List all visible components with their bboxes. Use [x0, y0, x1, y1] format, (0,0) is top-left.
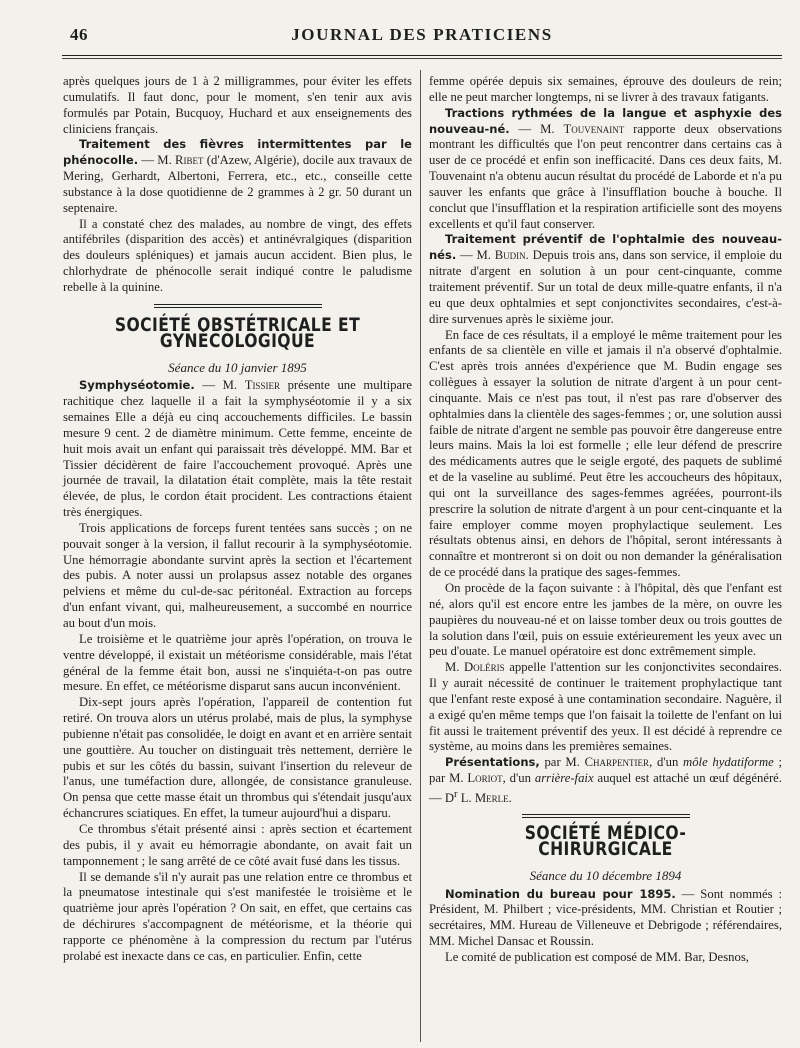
paragraph: après quelques jours de 1 à 2 milligrammes, pour éviter les effets cumulatifs. Il faut donc, pour le moment, s'en tenir aux avis formulés par Potain, Bucquoy, Huchard et aux enseignements des cliniciens français. [63, 74, 412, 136]
header-rule-thin [62, 58, 782, 59]
paragraph: On procède de la façon suivante : à l'hôpital, dès que l'enfant est né, alors qu'il est encore entre les jambes de la mère, on ouvre les paupières du nouveau-né et on laisse tomber deux ou trois gouttes de la solution dans l'œil, puis on essuie extérieurement les yeux avec un peu d'ouate. Le manuel opératoire est donc extrêmement simple. [429, 581, 782, 659]
seance-date: Séance du 10 janvier 1895 [168, 359, 307, 375]
run-in-heading: Tractions rythmées de la langue et asphyxie des nouveau-né. [429, 105, 782, 136]
column-divider [420, 70, 421, 1042]
superscript: r [454, 788, 458, 800]
italic-term: môle hydatiforme [683, 755, 774, 770]
section-heading: SOCIÉTÉ OBSTÉTRICALE ET GYNÉCOLOGIQUE [114, 313, 361, 352]
left-column [63, 74, 412, 965]
text-run: — M. [138, 153, 176, 168]
text-run: . [508, 791, 512, 806]
run-in-heading: Traitement des fièvres intermittentes par le phénocolle. [63, 137, 412, 168]
author-name: Charpentier [584, 755, 650, 770]
signature-name: Merle [474, 791, 509, 806]
text-run: présente une multipare rachitique chez laquelle il a fait la symphyséotomie il y a six semaines Elle a déjà eu cinq accouchements difficiles. Le bassin mesure 9 cent. 2 de diamètre minimum. Cette femme, enceinte de huit mois avait un enfant qui paraissait très développé. MM. Bar et Tissier décidèrent de faire l'accouchement provoqué. Après une journée de travail, la dilatation était complète, mais la tête restait élevée, de plus, le cordon était procident. Les contractions étaient très énergiques. [63, 378, 412, 520]
paragraph-bureau [429, 887, 782, 950]
text-run: , d'un [649, 755, 684, 770]
author-name: Tissier [244, 378, 280, 393]
paragraph: Ce thrombus s'était présenté ainsi : après section et écartement des pubis, il y avait eu hémorragie abondante, on avait fait un tamponnement ; le sang arrêté de ce côté avait fusé dans les tissus. [63, 821, 412, 868]
paragraph-ophtalmie [429, 232, 782, 327]
seance-date: Séance du 10 décembre 1894 [529, 867, 682, 883]
text-run: (d'Azew, Algérie), docile aux travaux de Mering, Gerhardt, Albertoni, Ferrera, etc., etc., conseille cette substance à la dose quotidienne de 2 grammes à 2 gr. 50 durant un septenaire. [63, 153, 412, 215]
text-run: — M. [509, 121, 564, 136]
paragraph-fevres [63, 137, 412, 216]
paragraph: Le comité de publication est composé de MM. Bar, Desnos, [445, 949, 749, 964]
run-in-heading: Symphyséotomie. [79, 378, 195, 393]
text-run: auquel est attaché un œuf dégénéré. — D [429, 771, 782, 806]
header-rule [62, 55, 782, 56]
paragraph-symphyseotomie [63, 378, 412, 521]
text-run: , d'un [502, 771, 535, 786]
paragraph-presentations [429, 755, 782, 807]
author-name: Loriot [467, 771, 503, 786]
page-header [62, 20, 782, 50]
text-run: — Sont nommés : Président, M. Philbert ; vice-présidents, MM. Christian et Routier ; secrétaires, MM. Hureau de Villeneuve et Debrigode ; référendaires, MM. Michel Dansac et Roussin. [429, 886, 782, 949]
author-name: Touvenaint [563, 121, 625, 136]
section-rule [154, 304, 322, 308]
italic-term: arrière-faix [534, 771, 594, 786]
journal-title: JOURNAL DES PRATICIENS [291, 25, 553, 44]
right-column [429, 74, 782, 966]
paragraph-doleris [429, 660, 782, 755]
text-run: rapporte deux observations montrant les difficultés que l'on peut rencontrer dans certains cas à user de ce procédé et enfin son inefficacité. Dans ces deux faits, M. Touvenaint n'a obtenu aucun résultat du procédé de Laborde et n'a pu sauver les enfants que grâce à l'insufflation bouche à bouche. Il conclut que l'insufflation et la respiration artificielle sont des moyens excellents et qu'il faut conserver. [429, 121, 782, 231]
author-name: Ribet [175, 153, 204, 168]
run-in-heading: Traitement préventif de l'ophtalmie des nouveau-nés. [429, 232, 782, 263]
text-run: . Depuis trois ans, dans son service, il emploie du nitrate d'argent en solution à un pour cent-cinquante, comme traitement préventif. Sur un total de deux mille-quatre enfants, il n'a eu que deux ophtalmies et sept conjonctivites secondaires, c'est-à-dire survenues après le sixième jour. [429, 248, 783, 326]
section-heading: SOCIÉTÉ MÉDICO-CHIRURGICALE [524, 822, 687, 860]
section-rule [522, 814, 690, 818]
author-name: Budin [494, 248, 526, 263]
paragraph: Il a constaté chez des malades, au nombre de vingt, des effets antifébriles (disparition des accès) et antinévralgiques (disparition des douleurs spléniques) et jamais aucun accident. Bien plus, le chlorhydrate de phénocolle serait indiqué contre le paludisme rebelle à la quinine. [63, 216, 412, 294]
paragraph: Il se demande s'il n'y aurait pas une relation entre ce thrombus et la pneumatose intestinale qui s'est manifestée le troisième et le quatrième jour après l'opération ? On sait, en effet, que certains cas de déchirures s'accompagnent de météorisme, et la théorie qui rapporte ce phénomène à la compression du rectum par l'utérus prolabé est inexacte dans ce cas, en particulier. Enfin, cette [63, 869, 412, 963]
text-run: L. [457, 791, 475, 806]
paragraph-tractions [429, 106, 782, 233]
paragraph: Dix-sept jours après l'opération, l'appareil de contention fut retiré. On trouva alors un utérus prolabé, mais de plus, la symphyse pubienne n'était pas consolidée, le doigt en avant et en arrière sentait une gouttière. Au toucher on distinguait très nettement, derrière le pubis et sur les côtés du bassin, suivant l'insertion du releveur de l'anus, une tuméfaction dure, allongée, de consistance granuleuse. On pensa que cette masse était un thrombus qui s'étendait jusqu'aux échancrures sciatiques. En effet, la tumeur aujourd'hui a disparu. [63, 695, 412, 821]
paragraph: Trois applications de forceps furent tentées sans succès ; on ne pouvait songer à la version, il fallut recourir à la symphyséotomie. Une hémorragie abondante survint après la section et l'écartement des pubis. A noter aussi un prolapsus assez notable des organes pelviens et même du cul-de-sac péritonéal. Extraction au forceps d'un enfant vivant, qui, malheureusement, a succombé en nourrice au bout d'un mois. [63, 520, 412, 630]
text-run: ; par M. [429, 755, 783, 786]
paragraph: En face de ces résultats, il a employé le même traitement pour les enfants de sa clientèle en ville et jamais il n'a observé d'ophtalmie. C'est après trois années d'expérience que M. Budin engage ses collègues à essayer la solution de nitrate d'argent à un pour cent-cinquante. Mais ce n'est pas tout, il n'est pas rare d'observer des ophtalmies dans la clientèle des sages-femmes ; or, une solution aussi faible de nitrate d'argent ne semble pas pouvoir être dangereuse entre leurs mains. Mais la loi est formelle ; elle leur défend de prescrire des médicaments autres que le seigle ergoté, des paquets de sublimé et de la vaseline au sublimé. Peut être les accoucheurs des hôpitaux, qui ont la surveillance des sages-femmes agréées, pourront-ils prescrire la solution de nitrate d'argent à un pour cent-cinquante et la faire employer comme moyen prophylactique seulement. Les résultats obtenus ainsi, en dehors de l'hôpital, seront intéressants à connaître et montreront si on doit ou non demander la généralisation de ce procédé dans la pratique des sages-femmes. [429, 327, 782, 580]
text-run: appelle l'attention sur les conjonctivites secondaires. Il y aurait nécessité de continuer le traitement prophylactique tant que l'enfant reste exposé à une contamination secondaire. Naguère, il a exigé qu'en même temps que l'on faisait la toilette de l'enfant on lui fit aussi le traitement préventif des yeux. Il est décidé à reprendre ce système, au moins dans les premières semaines. [429, 660, 783, 754]
paragraph: femme opérée depuis six semaines, éprouve des douleurs de rein; elle ne peut marcher longtemps, ni se livrer à des travaux fatigants. [429, 74, 782, 104]
run-in-heading: Présentations, [445, 755, 540, 770]
text-run: M. [445, 660, 465, 675]
text-run: — M. [194, 378, 245, 393]
text-run: — M. [456, 248, 495, 263]
author-name: Doléris [464, 660, 505, 675]
paragraph: Le troisième et le quatrième jour après l'opération, on trouva le ventre développé, il existait un météorisme considérable, mais l'état général de la femme était bon, aussi ne s'inquiéta-t-on pas outre mesure. En effet, ce météorisme disparut sans aucun inconvénient. [63, 631, 412, 694]
page-number: 46 [70, 25, 88, 44]
text-run: par M. [539, 755, 585, 770]
run-in-heading: Nomination du bureau pour 1895. [445, 886, 676, 901]
